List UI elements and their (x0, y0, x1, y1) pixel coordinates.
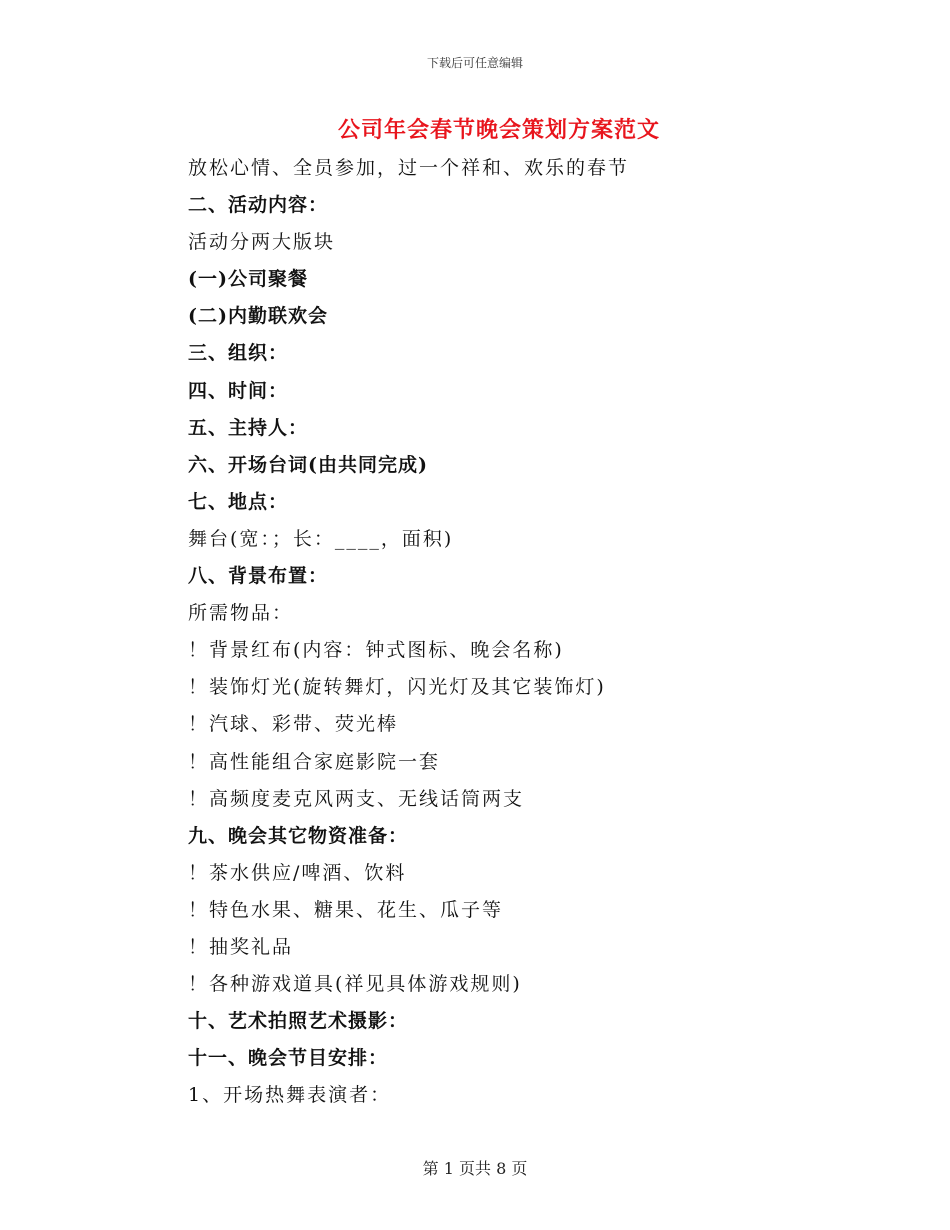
section-heading: 十一、晚会节目安排： (188, 1047, 389, 1070)
section-heading: 四、时间： (188, 379, 289, 402)
list-item: ！特色水果、糖果、花生、瓜子等 (188, 898, 504, 921)
document-title: 公司年会春节晚会策划方案范文 (337, 117, 660, 143)
list-item: ！抽奖礼品 (188, 935, 294, 958)
body-line: 所需物品： (188, 602, 294, 625)
section-heading: 八、背景布置： (188, 565, 329, 588)
list-item: ！背景红布(内容：钟式图标、晚会名称) (188, 639, 564, 662)
list-item: ！高性能组合家庭影院一套 (188, 750, 441, 773)
body-line: 1、开场热舞表演者： (188, 1084, 392, 1107)
sub-heading: (一)公司聚餐 (188, 268, 308, 291)
page-footer: 第 1 页共 8 页 (422, 1159, 528, 1178)
list-item: ！高频度麦克风两支、无线话筒两支 (188, 787, 525, 810)
list-item: ！茶水供应/啤酒、饮料 (188, 861, 407, 884)
sub-heading: (二)内勤联欢会 (188, 305, 328, 328)
section-heading: 七、地点： (188, 490, 289, 513)
section-heading: 十、艺术拍照艺术摄影： (188, 1010, 409, 1033)
body-line: 舞台(宽：；长：____，面积) (188, 527, 454, 550)
section-heading: 二、活动内容： (188, 194, 329, 217)
page-header: 下载后可任意编辑 (426, 56, 523, 70)
list-item: ！汽球、彩带、荧光棒 (188, 713, 399, 736)
document-body (188, 150, 888, 1114)
section-heading: 三、组织： (188, 342, 289, 365)
body-line: 放松心情、全员参加，过一个祥和、欢乐的春节 (188, 157, 630, 179)
list-item: ！装饰灯光(旋转舞灯，闪光灯及其它装饰灯) (188, 676, 606, 699)
body-line: 活动分两大版块 (188, 231, 336, 254)
section-heading: 五、主持人： (188, 416, 309, 439)
list-item: ！各种游戏道具(祥见具体游戏规则) (188, 973, 522, 996)
section-heading: 九、晚会其它物资准备： (188, 824, 409, 847)
section-heading: 六、开场台词(由共同完成) (188, 453, 428, 476)
